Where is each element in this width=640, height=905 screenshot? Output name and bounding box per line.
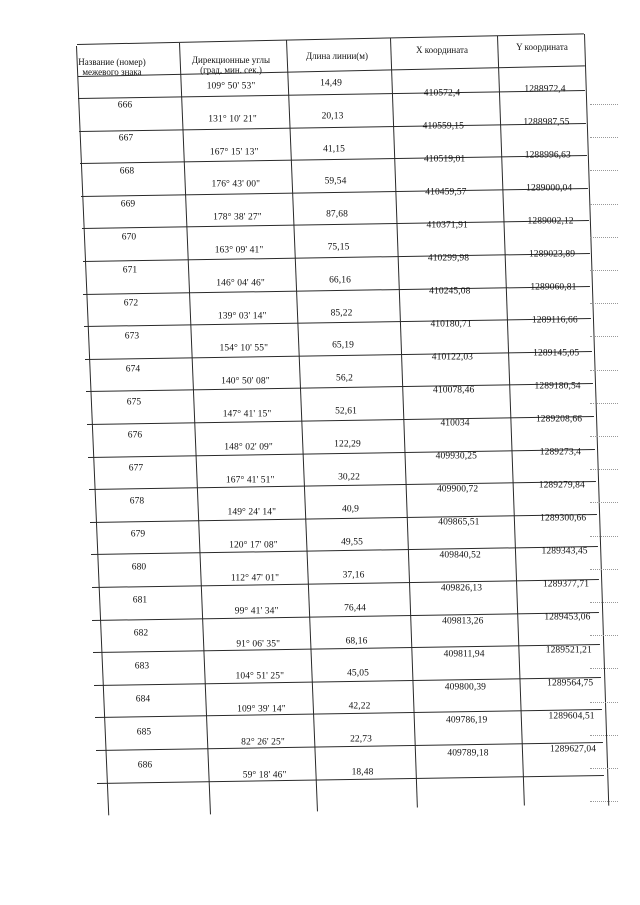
x-coordinate: 410459,57 <box>425 187 467 198</box>
x-coordinate: 410559,15 <box>422 121 464 132</box>
scan-artifact-dots <box>590 635 618 636</box>
boundary-mark-number: 680 <box>131 562 147 573</box>
scan-artifact-dots <box>590 137 618 138</box>
x-coordinate: 410519,01 <box>423 154 466 165</box>
scan-artifact-dots <box>590 336 618 337</box>
direction-angle: 148° 02' 09" <box>224 442 273 453</box>
boundary-mark-number: 682 <box>133 628 149 639</box>
header-mark-line1: Название (номер) <box>78 57 146 67</box>
line-length: 65,19 <box>332 340 354 351</box>
table-left-border <box>76 46 109 815</box>
scan-artifact-dots <box>590 170 618 171</box>
scan-artifact-dots <box>590 536 618 537</box>
direction-angle: 112° 47' 01" <box>230 573 280 584</box>
boundary-mark-number: 673 <box>124 331 140 342</box>
column-divider-3 <box>390 38 418 808</box>
line-length: 52,61 <box>335 406 357 417</box>
direction-angle: 176° 43' 00" <box>211 179 261 190</box>
header-mark-line2: межевого знака <box>82 67 142 77</box>
line-length: 68,16 <box>345 636 368 647</box>
boundary-mark-number: 685 <box>136 727 152 738</box>
direction-angle: 167° 15' 13" <box>209 147 259 158</box>
line-length: 14,49 <box>320 78 342 89</box>
direction-angle: 139° 03' 14" <box>217 311 267 322</box>
header-y: Y координата <box>516 42 568 52</box>
x-coordinate: 410371,91 <box>426 220 468 231</box>
y-coordinate: 1289145,05 <box>533 348 580 359</box>
y-coordinate: 1289300,66 <box>540 513 587 524</box>
column-divider-2 <box>286 40 318 811</box>
y-coordinate: 1289000,04 <box>526 183 573 194</box>
line-length: 18,48 <box>351 767 374 778</box>
y-coordinate: 1289377,71 <box>542 579 590 590</box>
scan-artifact-dots <box>590 469 618 470</box>
x-coordinate: 409800,39 <box>444 682 487 693</box>
line-length: 87,68 <box>326 209 348 220</box>
direction-angle: 59° 18' 46" <box>242 770 287 781</box>
direction-angle: 109° 50' 53" <box>206 81 256 92</box>
line-length: 49,55 <box>341 537 363 548</box>
line-length: 75,15 <box>327 242 350 253</box>
line-length: 122,29 <box>334 439 361 450</box>
line-length: 45,05 <box>347 668 369 679</box>
x-coordinate: 409840,52 <box>439 550 481 561</box>
y-coordinate: 1289208,66 <box>535 414 583 425</box>
line-length: 56,2 <box>335 373 354 384</box>
column-divider-1 <box>179 43 211 814</box>
y-coordinate: 1289023,89 <box>528 249 576 260</box>
direction-angle: 140° 50' 08" <box>221 376 270 387</box>
y-coordinate: 1289273,4 <box>539 447 582 458</box>
column-divider-4 <box>497 36 525 806</box>
x-coordinate: 409811,94 <box>443 649 485 660</box>
direction-angle: 147° 41' 15" <box>222 409 272 420</box>
scan-artifact-dots <box>590 270 618 271</box>
x-coordinate: 409789,18 <box>447 748 489 759</box>
y-coordinate: 1289604,51 <box>548 711 595 722</box>
line-length: 85,22 <box>330 308 353 319</box>
boundary-mark-number: 679 <box>130 529 146 540</box>
header-bottom-line <box>78 65 585 77</box>
scan-artifact-dots <box>590 502 618 503</box>
line-length: 37,16 <box>342 570 365 581</box>
scan-artifact-dots <box>590 436 618 437</box>
x-coordinate: 409813,26 <box>442 616 484 627</box>
direction-angle: 146° 04' 46" <box>216 278 265 289</box>
x-coordinate: 409930,25 <box>435 451 477 462</box>
line-length: 42,22 <box>348 701 371 712</box>
x-coordinate: 409865,51 <box>438 517 480 528</box>
x-coordinate: 409900,72 <box>436 484 479 495</box>
row-separator <box>78 90 585 99</box>
y-coordinate: 1288987,55 <box>523 117 570 128</box>
scan-artifact-dots <box>590 702 618 703</box>
direction-angle: 82° 26' 25" <box>241 737 285 748</box>
scan-artifact-dots <box>590 768 618 769</box>
table-right-border <box>584 34 609 806</box>
direction-angle: 91° 06' 35" <box>236 639 281 650</box>
scan-artifact-dots <box>590 801 618 802</box>
boundary-mark-number: 669 <box>120 199 136 210</box>
x-coordinate: 410572,4 <box>423 88 461 99</box>
header-angle-line2: (град. мин. сек.) <box>200 65 262 75</box>
y-coordinate: 1289116,66 <box>531 315 578 326</box>
row-separator <box>83 253 590 262</box>
boundary-mark-number: 668 <box>119 166 135 177</box>
y-coordinate: 1289279,84 <box>538 480 585 491</box>
scan-artifact-dots <box>590 370 618 371</box>
line-length: 40,9 <box>341 504 360 515</box>
x-coordinate: 410034 <box>440 418 470 429</box>
header-x: X координата <box>415 45 469 55</box>
boundary-mark-number: 671 <box>122 265 138 276</box>
direction-angle: 163° 09' 41" <box>214 245 264 256</box>
y-coordinate: 1289521,21 <box>545 645 592 656</box>
x-coordinate: 410245,08 <box>429 286 471 297</box>
direction-angle: 109° 39' 14" <box>237 704 286 715</box>
row-separator <box>97 775 604 784</box>
boundary-mark-number: 681 <box>132 595 148 606</box>
direction-angle: 104° 51' 25" <box>235 671 285 682</box>
line-length: 76,44 <box>344 603 366 614</box>
line-length: 59,54 <box>324 176 347 187</box>
scan-artifact-dots <box>590 237 618 238</box>
boundary-mark-number: 672 <box>123 298 139 309</box>
x-coordinate: 409826,13 <box>440 583 483 594</box>
row-separator <box>79 123 586 132</box>
y-coordinate: 1289627,04 <box>549 744 597 755</box>
x-coordinate: 410122,03 <box>431 352 474 363</box>
header-angle-line1: Дирекционные углы <box>191 55 271 65</box>
row-separator <box>80 155 587 164</box>
boundary-mark-number: 676 <box>127 430 143 441</box>
direction-angle: 167° 41' 51" <box>225 475 275 486</box>
row-separator <box>86 383 593 392</box>
y-coordinate: 1289343,45 <box>541 546 588 557</box>
line-length: 30,22 <box>338 472 360 483</box>
x-coordinate: 409786,19 <box>446 715 488 726</box>
x-coordinate: 410299,98 <box>427 253 470 264</box>
boundary-mark-number: 683 <box>134 661 150 672</box>
x-coordinate: 410078,46 <box>433 385 475 396</box>
x-coordinate: 410180,71 <box>430 319 472 330</box>
boundary-mark-number: 667 <box>118 133 134 144</box>
direction-angle: 178° 38' 27" <box>213 212 262 223</box>
scan-artifact-dots <box>590 735 618 736</box>
scan-artifact-dots <box>590 602 618 603</box>
header-top-line <box>77 33 584 45</box>
line-length: 22,73 <box>350 734 372 745</box>
header-length: Длина линии(м) <box>306 51 368 61</box>
scan-artifact-dots <box>590 668 618 669</box>
line-length: 66,16 <box>329 275 351 286</box>
boundary-mark-number: 666 <box>117 100 133 111</box>
boundary-mark-number: 675 <box>126 397 142 408</box>
scan-artifact-dots <box>590 403 618 404</box>
boundary-mark-number: 686 <box>137 760 153 771</box>
y-coordinate: 1289180,54 <box>534 381 581 392</box>
y-coordinate: 1288972,4 <box>524 84 566 95</box>
direction-angle: 154° 10' 55" <box>219 343 269 354</box>
line-length: 41,15 <box>323 144 345 155</box>
row-separator <box>82 220 589 229</box>
y-coordinate: 1289002,12 <box>527 216 574 227</box>
scan-artifact-dots <box>590 303 618 304</box>
scan-artifact-dots <box>590 104 618 105</box>
boundary-mark-number: 677 <box>128 463 144 474</box>
scan-artifact-dots <box>590 569 618 570</box>
direction-angle: 131° 10' 21" <box>208 114 257 125</box>
row-separator <box>81 188 588 197</box>
scan-artifact-dots <box>590 204 618 205</box>
row-separator <box>83 286 590 295</box>
direction-angle: 120° 17' 08" <box>229 540 278 551</box>
y-coordinate: 1289564,75 <box>547 678 594 689</box>
boundary-mark-number: 678 <box>129 496 145 507</box>
direction-angle: 149° 24' 14" <box>227 507 277 518</box>
boundary-mark-number: 670 <box>121 232 137 243</box>
boundary-mark-number: 684 <box>135 694 151 705</box>
direction-angle: 99° 41' 34" <box>234 606 279 617</box>
y-coordinate: 1288996,63 <box>524 150 571 161</box>
line-length: 20,13 <box>321 111 344 122</box>
y-coordinate: 1289453,06 <box>544 612 591 623</box>
y-coordinate: 1289060,81 <box>530 282 577 293</box>
boundary-mark-number: 674 <box>125 364 141 375</box>
